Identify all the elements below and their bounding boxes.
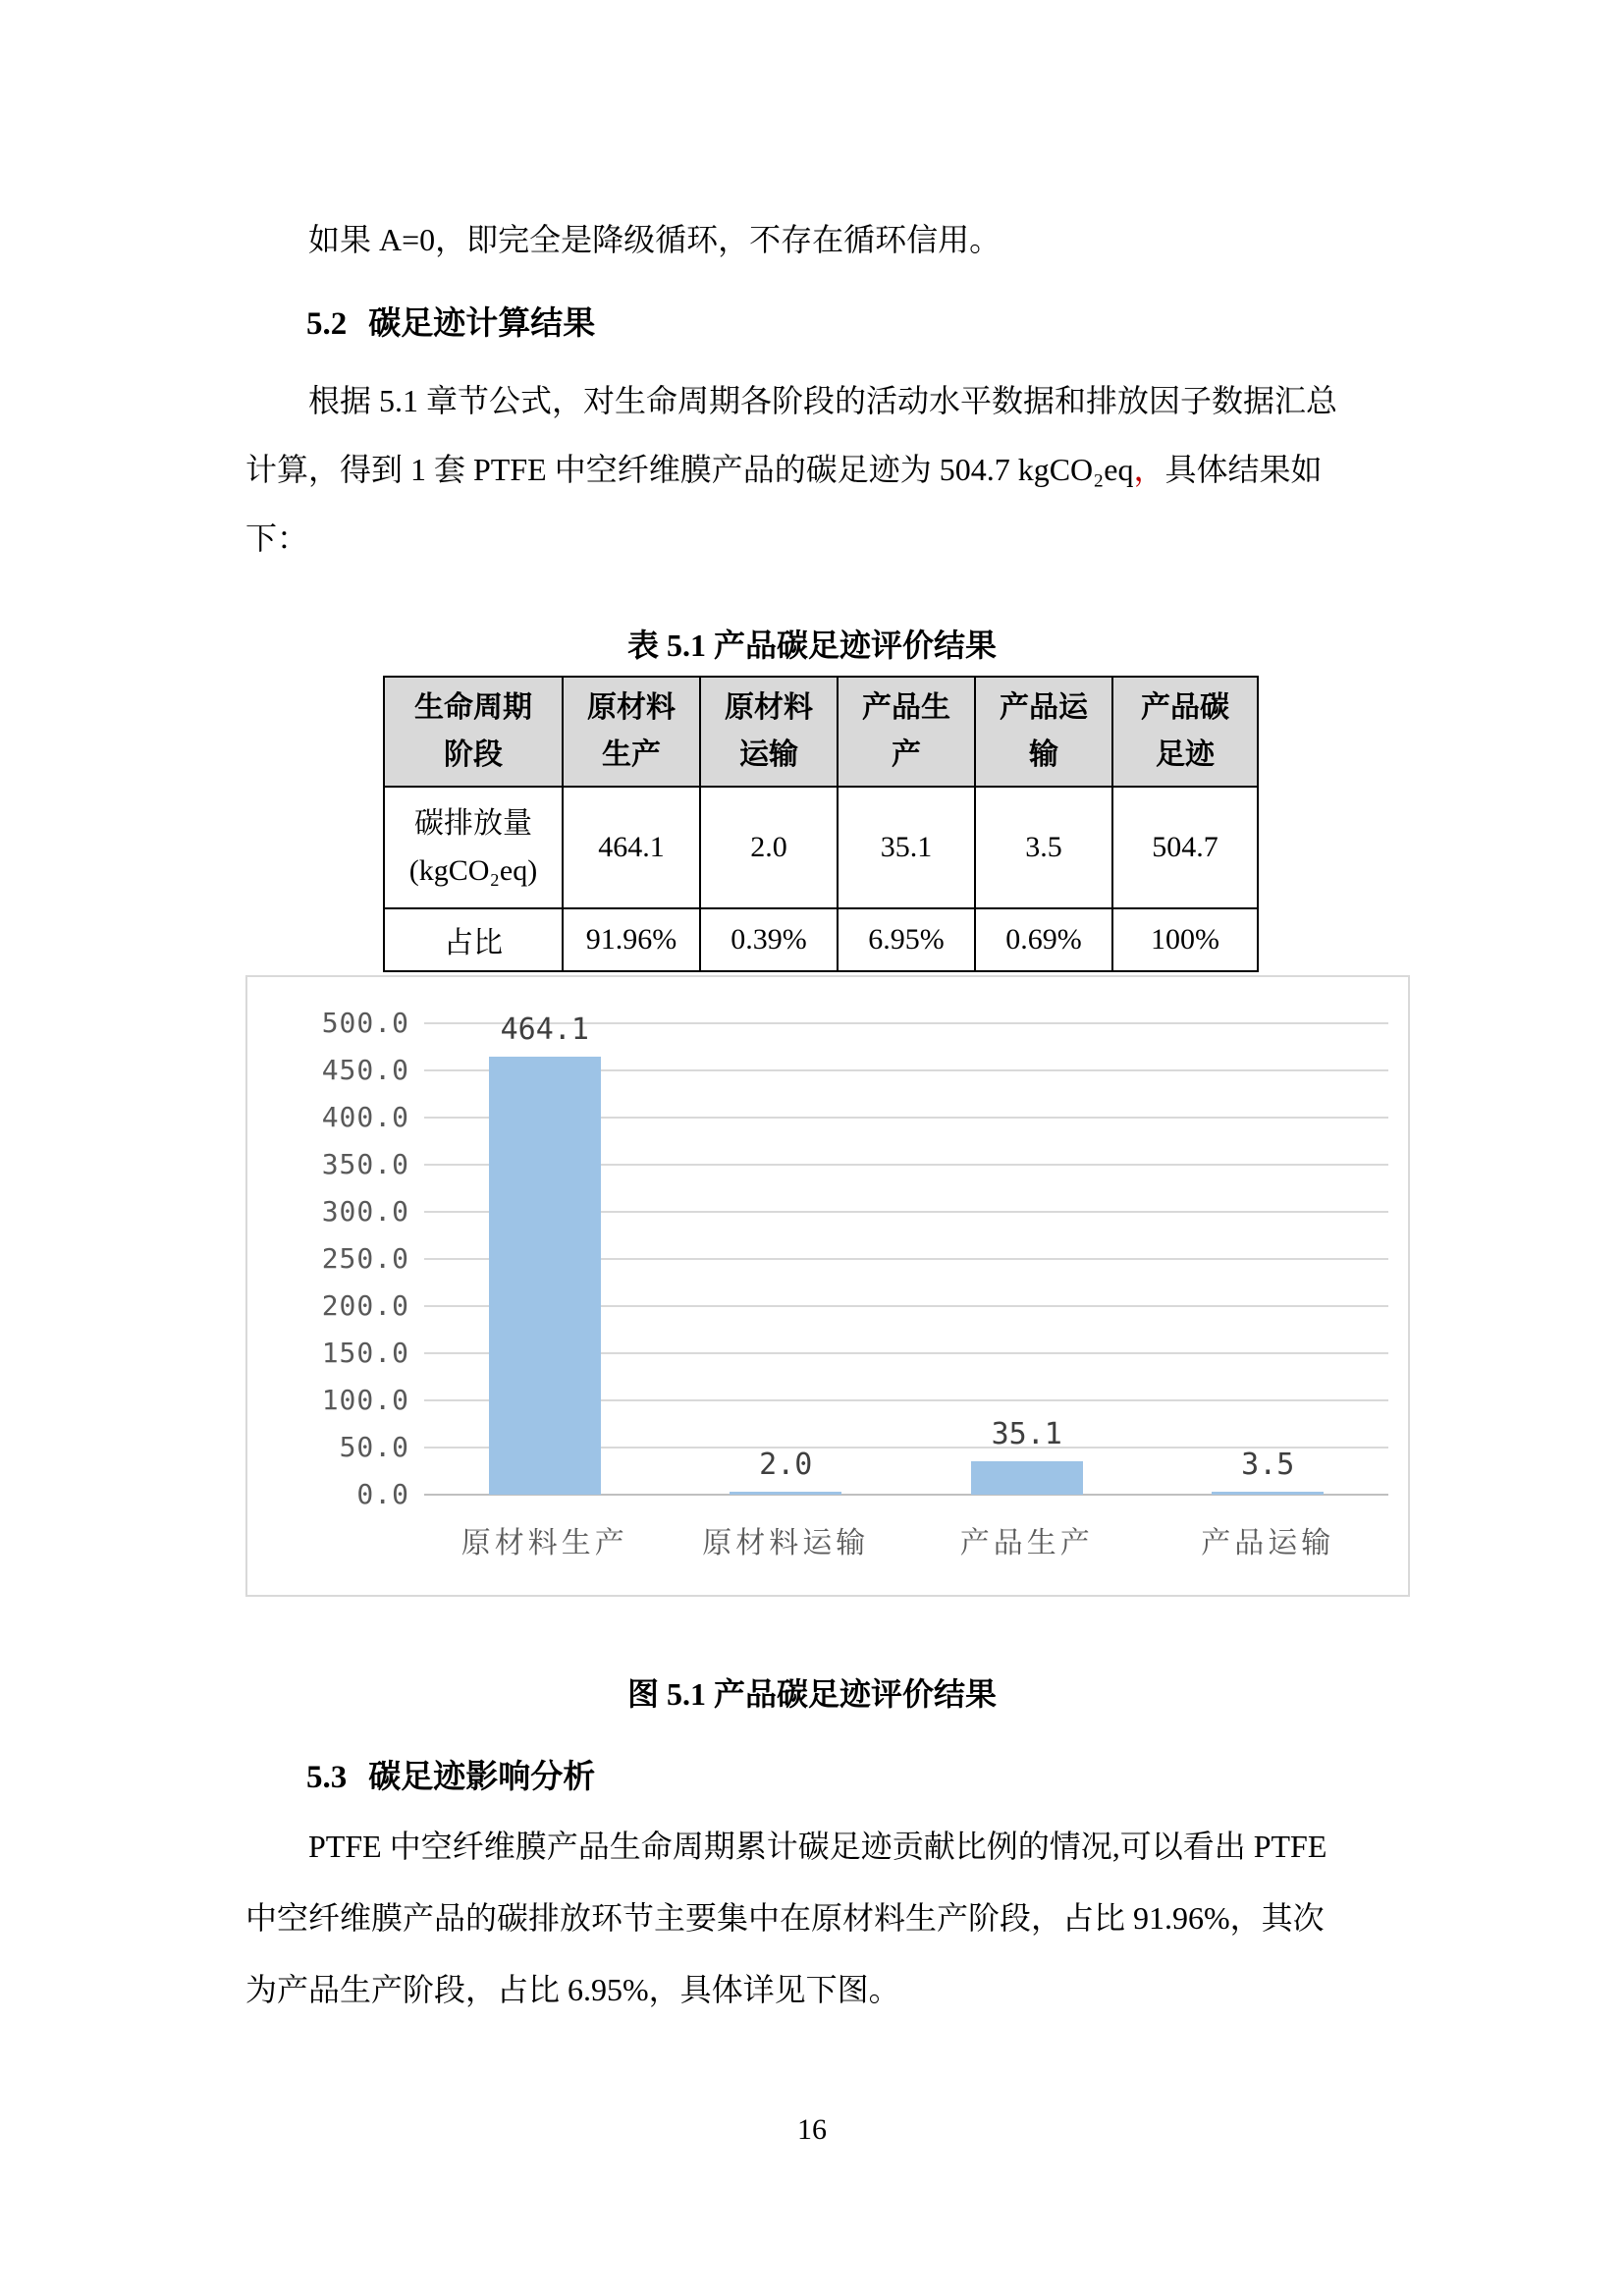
table-row	[384, 787, 1258, 908]
header-line: 产品碳	[1141, 691, 1229, 724]
table-header-row	[384, 677, 1258, 787]
chart-bar	[971, 1461, 1083, 1495]
y-axis-tick-label: 350.0	[321, 1148, 409, 1180]
figure-caption: 图 5.1 产品碳足迹评价结果	[626, 1676, 997, 1712]
red-comma: ，	[1133, 452, 1165, 487]
y-axis-tick-label: 300.0	[321, 1195, 409, 1228]
y-axis-tick-label: 0.0	[356, 1478, 409, 1510]
header-cell	[384, 677, 563, 787]
row-label-line: 碳排放量	[414, 807, 532, 840]
header-line: 足迹	[1156, 738, 1215, 771]
paragraph-text: 具体结果如	[1164, 452, 1323, 487]
page-number: 16	[797, 2113, 827, 2146]
paragraph-5-2	[245, 381, 1384, 587]
section-title: 碳足迹计算结果	[368, 306, 596, 342]
chart-bar	[730, 1492, 841, 1495]
section-number: 5.2	[306, 306, 348, 342]
paragraph-text: 计算，得到 1 套 PTFE 中空纤维膜产品的碳足迹为 504.7 kgCO₂eq	[245, 452, 1134, 487]
header-line: 产品生	[862, 691, 950, 724]
value-cell: 504.7	[1112, 787, 1258, 908]
header-line: 产品运	[1000, 691, 1088, 724]
table-row	[384, 908, 1258, 971]
y-axis-tick-label: 400.0	[321, 1101, 409, 1133]
header-line: 阶段	[444, 738, 503, 771]
header-cell	[700, 677, 838, 787]
value-cell: 3.5	[975, 787, 1112, 908]
header-cell	[1112, 677, 1258, 787]
paragraph-line: 下：	[245, 520, 309, 556]
header-line: 运输	[739, 738, 798, 771]
value-cell: 6.95%	[838, 908, 975, 971]
bar-data-label: 2.0	[759, 1448, 813, 1482]
header-cell	[838, 677, 975, 787]
y-axis-tick-label: 450.0	[321, 1054, 409, 1086]
value-cell: 0.39%	[700, 908, 838, 971]
row-label-cell	[384, 787, 563, 908]
row-label-line: (kgCO₂eq)	[408, 854, 538, 887]
chart-bar	[1212, 1492, 1324, 1495]
paragraph-line: 中空纤维膜产品的碳排放环节主要集中在原材料生产阶段，占比 91.96%，其次	[245, 1900, 1325, 1936]
header-line: 输	[1029, 738, 1058, 771]
value-cell: 35.1	[838, 787, 975, 908]
x-axis-category-label: 产品生产	[959, 1527, 1094, 1559]
value-cell: 2.0	[700, 787, 838, 908]
y-axis-tick-label: 250.0	[321, 1242, 409, 1275]
y-axis-tick-label: 50.0	[339, 1431, 409, 1463]
header-line: 生产	[602, 738, 661, 771]
paragraph-line: PTFE 中空纤维膜产品生命周期累计碳足迹贡献比例的情况,可以看出 PTFE	[308, 1829, 1327, 1864]
x-axis-category-label: 原材料生产	[460, 1527, 628, 1559]
header-line: 生命周期	[414, 691, 532, 724]
carbon-footprint-table	[383, 676, 1259, 972]
value-cell: 100%	[1112, 908, 1258, 971]
header-line: 产	[892, 738, 921, 771]
bar-chart	[245, 975, 1410, 1597]
paragraph-degraded-cycle: 如果 A=0，即完全是降级循环，不存在循环信用。	[308, 222, 1001, 257]
section-heading-5-2	[306, 298, 595, 344]
y-axis-tick-label: 100.0	[321, 1384, 409, 1416]
y-axis-tick-label: 200.0	[321, 1289, 409, 1322]
x-axis-category-label: 原材料运输	[702, 1527, 870, 1559]
x-axis-category-label: 产品运输	[1201, 1527, 1335, 1559]
bar-data-label: 464.1	[500, 1012, 589, 1048]
header-cell	[975, 677, 1112, 787]
bar-data-label: 35.1	[991, 1417, 1062, 1452]
header-cell	[563, 677, 700, 787]
paragraph-line: 为产品生产阶段，占比 6.95%，具体详见下图。	[245, 1972, 900, 2007]
value-cell: 464.1	[563, 787, 700, 908]
bar-data-label: 3.5	[1241, 1447, 1295, 1482]
y-axis-tick-label: 150.0	[321, 1337, 409, 1369]
paragraph-line	[245, 450, 1384, 519]
chart-bar	[489, 1057, 601, 1495]
y-axis-tick-label: 500.0	[321, 1007, 409, 1039]
header-line: 原材料	[587, 691, 676, 724]
value-cell: 91.96%	[563, 908, 700, 971]
section-number: 5.3	[306, 1760, 348, 1795]
header-line: 原材料	[725, 691, 813, 724]
section-title: 碳足迹影响分析	[368, 1760, 596, 1795]
paragraph-5-3	[245, 1827, 1384, 2042]
value-cell: 0.69%	[975, 908, 1112, 971]
table-title: 表 5.1 产品碳足迹评价结果	[626, 628, 997, 663]
section-heading-5-3	[306, 1751, 595, 1797]
paragraph-line: 根据 5.1 章节公式，对生命周期各阶段的活动水平数据和排放因子数据汇总	[308, 383, 1338, 418]
row-label-cell: 占比	[384, 908, 563, 971]
